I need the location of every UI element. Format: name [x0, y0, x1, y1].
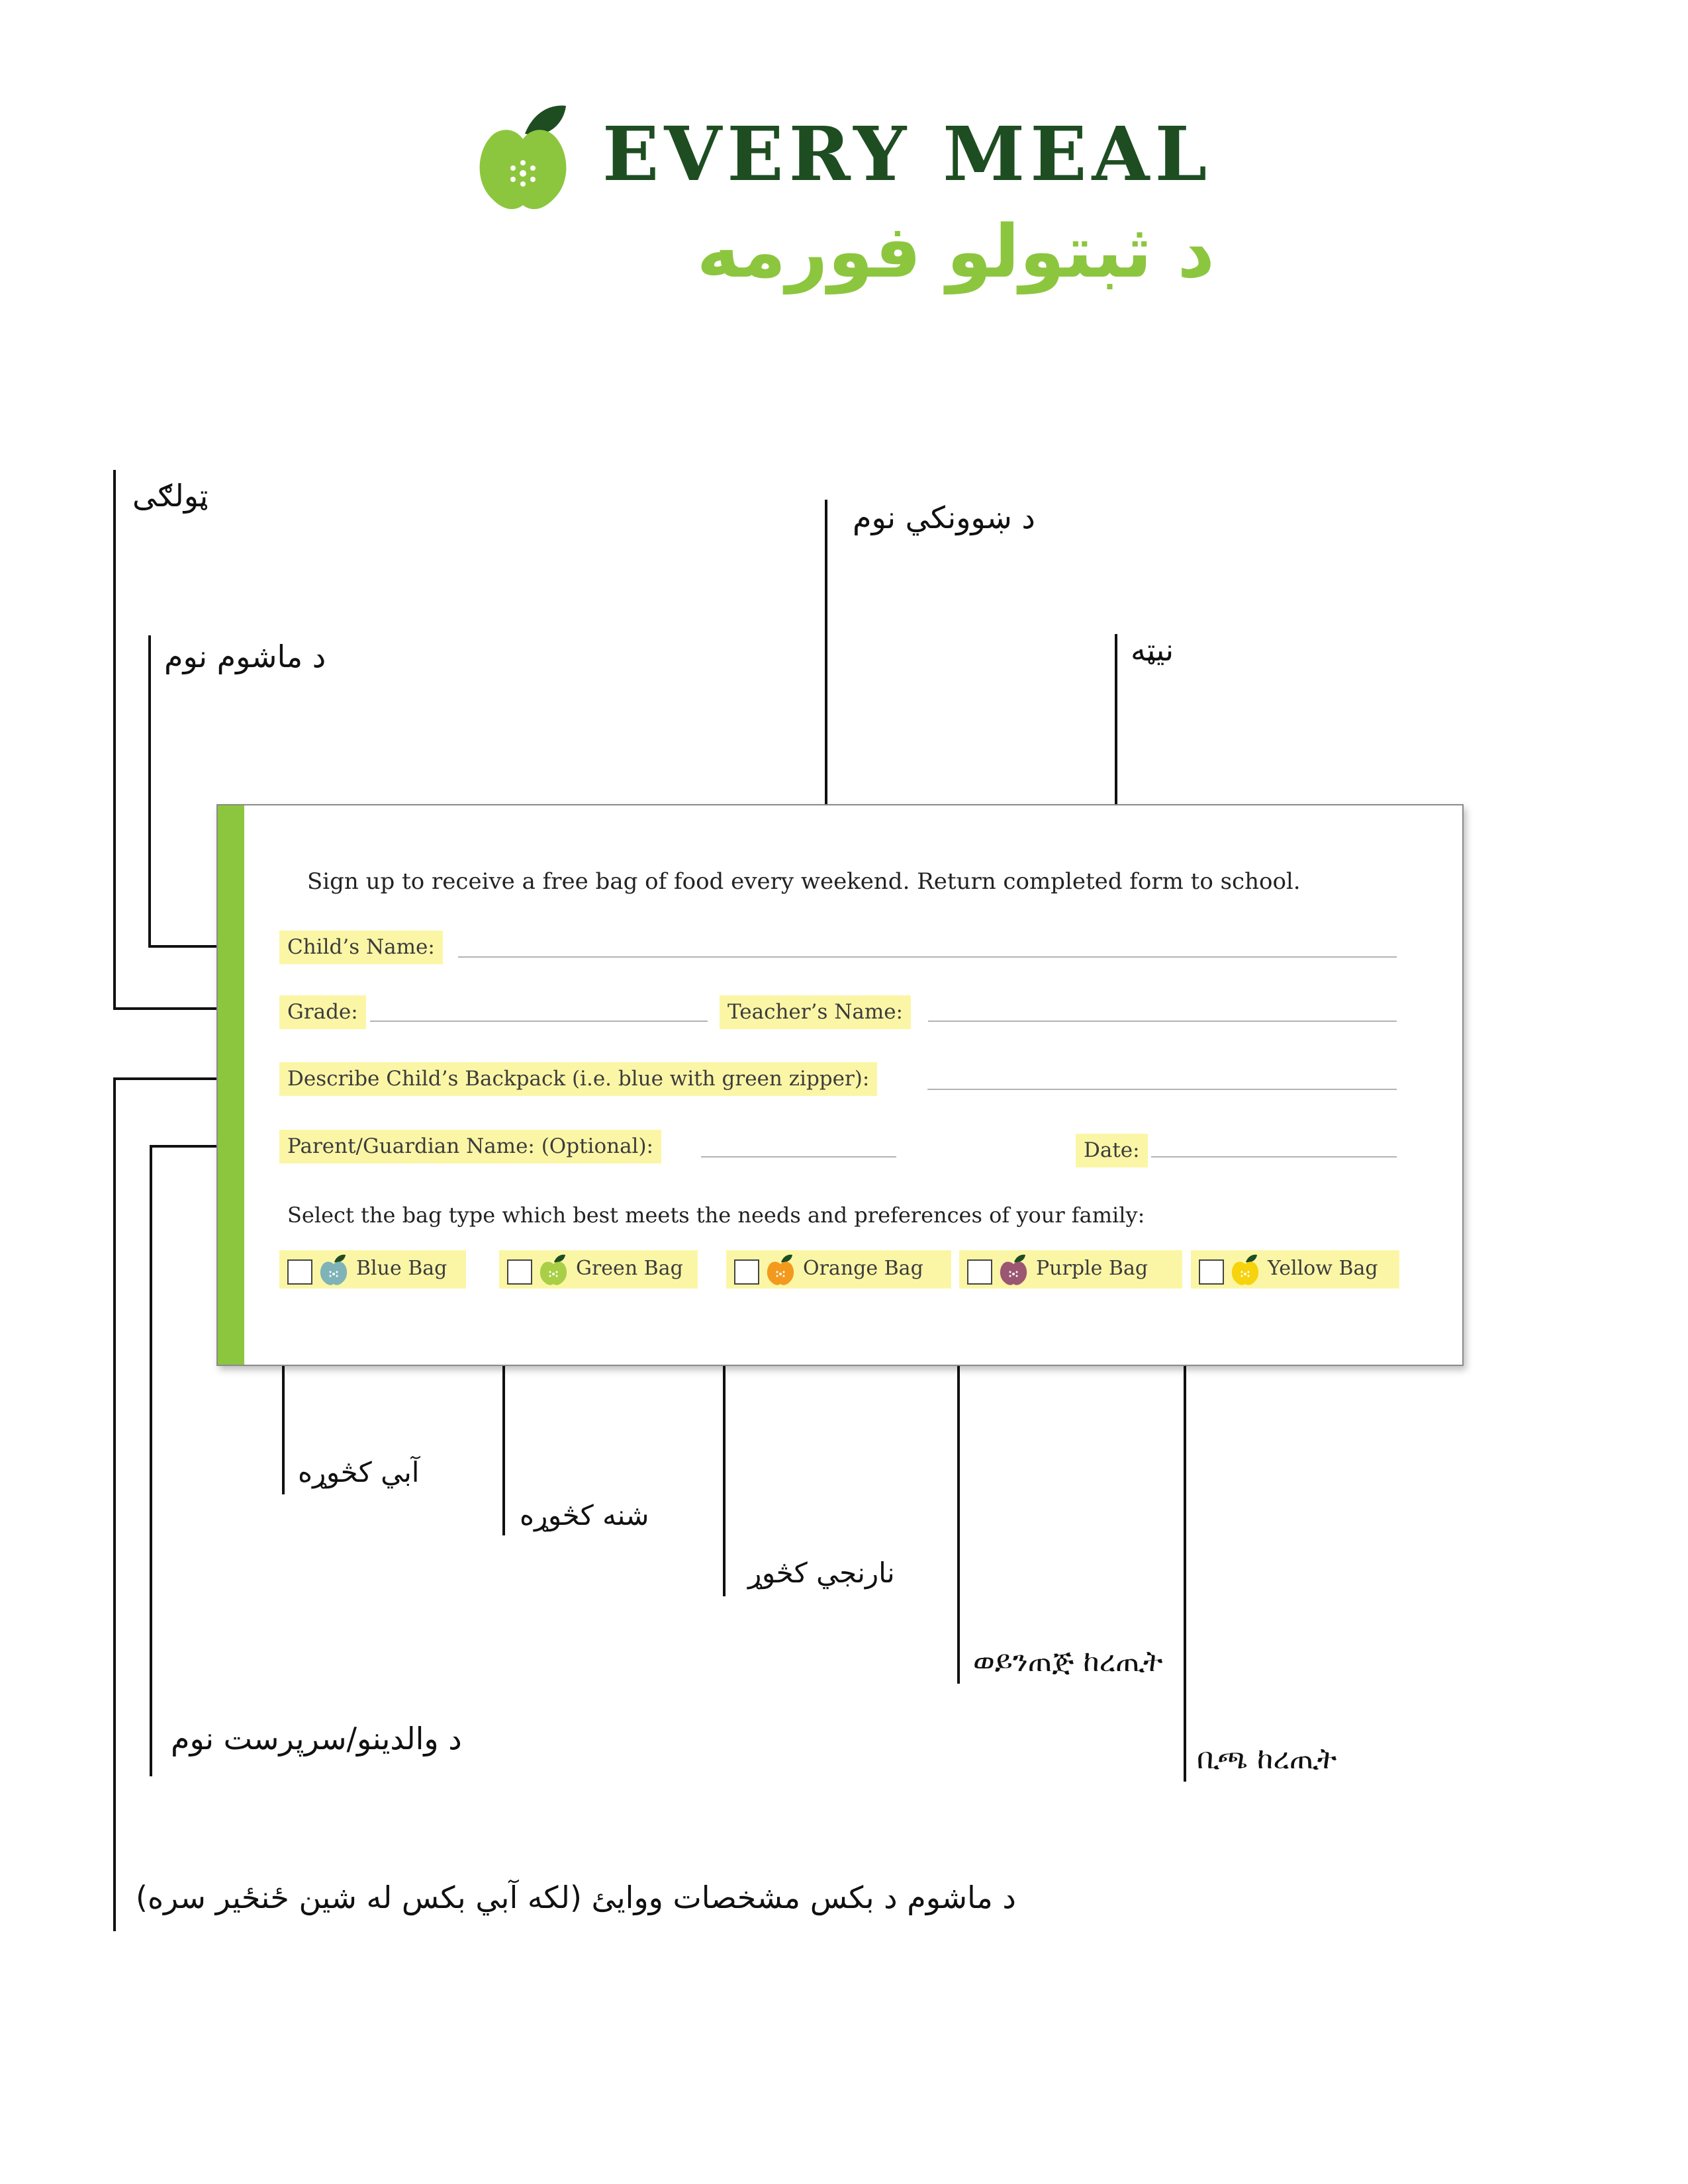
backpack-field[interactable]: [927, 1089, 1397, 1090]
form-intro-text: Sign up to receive a free bag of food every weekend. Return completed form to school.: [307, 868, 1301, 895]
parent-name-annotation-line: [150, 1145, 152, 1776]
yellow-apple-icon: [1231, 1253, 1260, 1287]
bag-option-green[interactable]: [499, 1250, 698, 1289]
child-name-translation: د ماشوم نوم: [164, 639, 326, 674]
teacher-name-field[interactable]: [928, 1021, 1397, 1022]
bag-option-orange[interactable]: [726, 1250, 951, 1289]
purple-bag-label: Purple Bag: [1036, 1257, 1149, 1280]
green-bag-checkbox[interactable]: [507, 1259, 532, 1285]
apple-logo-icon: [473, 99, 573, 215]
grade-translation: ټولګی: [132, 478, 209, 514]
teacher-name-translation: د ښوونکي نوم: [853, 500, 1035, 535]
blue-bag-checkbox[interactable]: [287, 1259, 312, 1285]
child-name-field[interactable]: [458, 956, 1397, 958]
orange-bag-label: Orange Bag: [803, 1257, 923, 1280]
bag-option-blue[interactable]: [279, 1250, 466, 1289]
orange-bag-translation: نارنجي کڅوړ: [748, 1557, 895, 1589]
bag-option-yellow[interactable]: [1191, 1250, 1399, 1289]
grade-label: Grade:: [279, 995, 366, 1029]
parent-name-translation: د والدینو/سرپرست نوم: [171, 1721, 462, 1756]
brand-title: EVERY MEAL: [602, 111, 1213, 198]
form-subtitle: د ثبتولو فورمه: [696, 209, 1215, 294]
parent-name-field[interactable]: [701, 1156, 896, 1158]
yellow-bag-checkbox[interactable]: [1199, 1259, 1224, 1285]
yellow-bag-translation: ቢጫ ከረጢት: [1197, 1742, 1337, 1776]
orange-apple-icon: [766, 1253, 795, 1287]
parent-name-label: Parent/Guardian Name: (Optional):: [279, 1130, 661, 1163]
blue-bag-label: Blue Bag: [356, 1257, 447, 1280]
blue-apple-icon: [319, 1253, 348, 1287]
green-bag-label: Green Bag: [576, 1257, 683, 1280]
card-accent-bar: [218, 805, 244, 1365]
signup-form-card: [216, 804, 1464, 1366]
purple-apple-icon: [999, 1253, 1028, 1287]
purple-bag-translation: ወይንጠጅ ከረጢት: [973, 1645, 1163, 1678]
bag-select-prompt: Select the bag type which best meets the needs and preferences of your family:: [287, 1203, 1145, 1228]
child-name-annotation-line: [148, 635, 151, 948]
blue-bag-translation: آبي کڅوړه: [298, 1456, 420, 1488]
backpack-translation: د ماشوم د بکس مشخصات ووایئ (لکه آبي بکس له شین ځنځیر سره): [136, 1880, 1016, 1915]
date-label: Date:: [1076, 1134, 1148, 1167]
date-translation: نیټه: [1131, 632, 1174, 668]
yellow-bag-label: Yellow Bag: [1268, 1257, 1378, 1280]
green-bag-translation: شنه کڅوړه: [520, 1499, 649, 1531]
grade-annotation-line: [113, 470, 116, 1010]
backpack-annotation-line: [113, 1077, 116, 1931]
date-field[interactable]: [1151, 1156, 1397, 1158]
grade-field[interactable]: [370, 1021, 708, 1022]
green-apple-icon: [539, 1253, 568, 1287]
orange-bag-checkbox[interactable]: [734, 1259, 759, 1285]
purple-bag-checkbox[interactable]: [967, 1259, 992, 1285]
backpack-label: Describe Child’s Backpack (i.e. blue with green zipper):: [279, 1062, 877, 1096]
bag-option-purple[interactable]: [959, 1250, 1182, 1289]
child-name-label: Child’s Name:: [279, 931, 443, 964]
teacher-name-label: Teacher’s Name:: [720, 995, 911, 1029]
